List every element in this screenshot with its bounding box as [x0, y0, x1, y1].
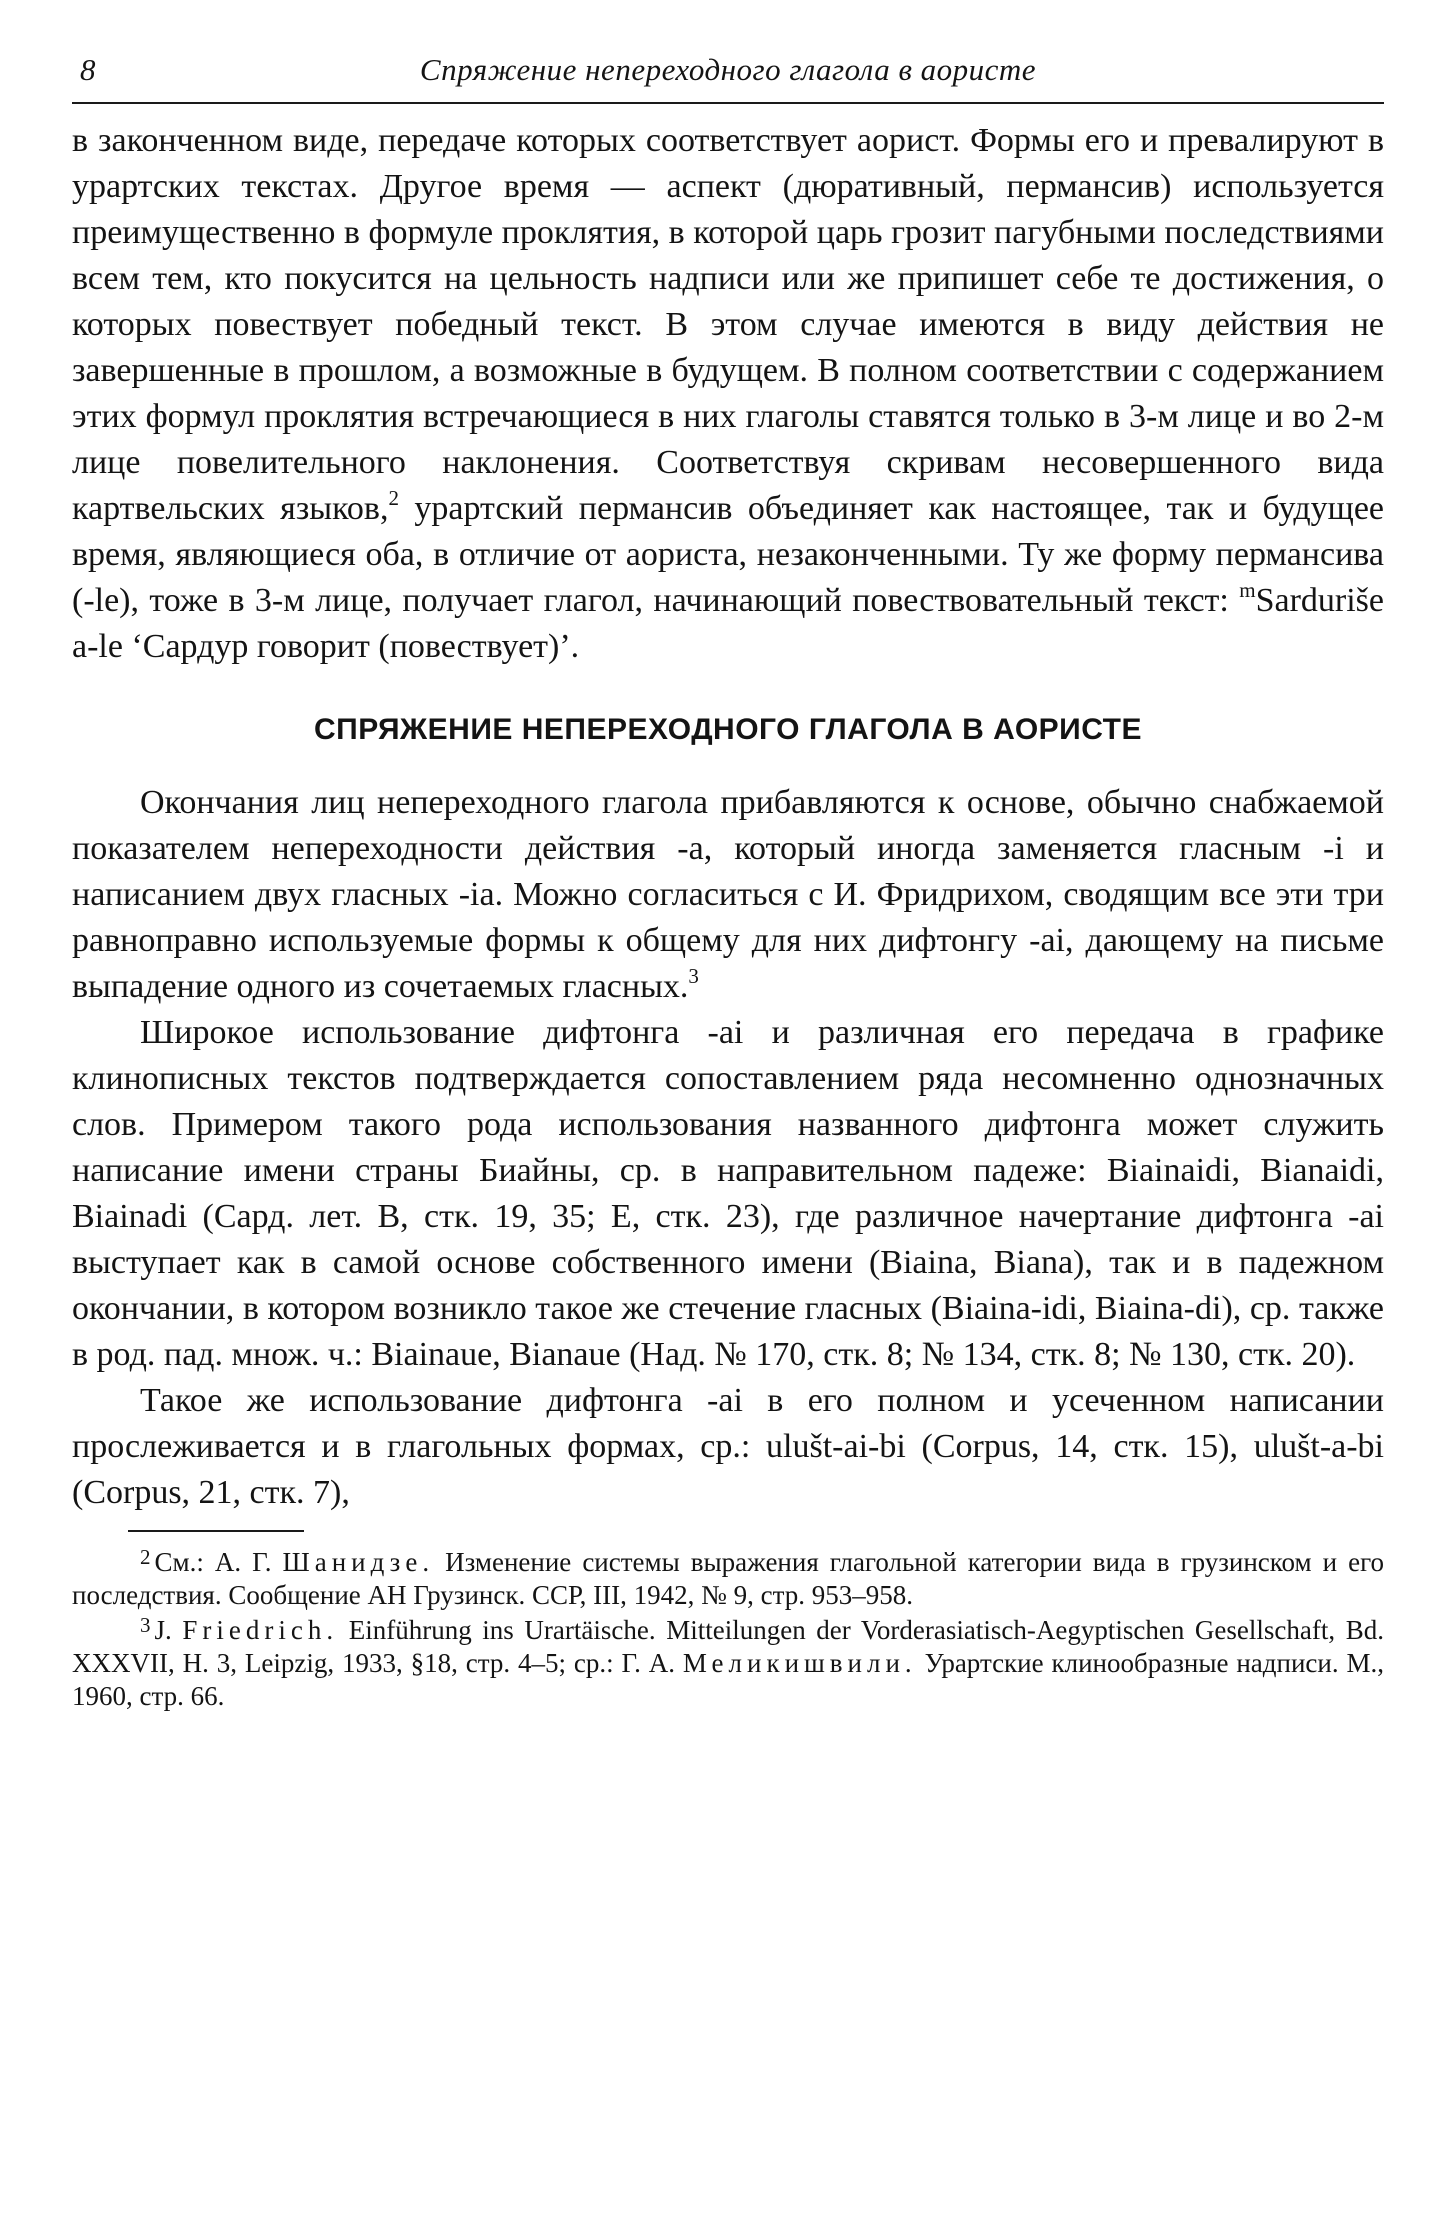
- paragraph-2: [72, 1010, 1384, 1378]
- footnotes: [72, 1546, 1384, 1713]
- footnote-3: [72, 1614, 1384, 1713]
- footnote-text-2: Урартские клинообразные надписи. М., 1960, стр. 66.: [72, 1648, 1384, 1711]
- footnote-lead: См.: А. Г.: [154, 1547, 283, 1577]
- intro-text-3: Sarduriše a-le ‘Сардур говорит (повествует)’.: [72, 582, 1384, 665]
- paragraph-3-text: Такое же использование дифтонга -ai в его полном и усеченном написании прослеживается и в глагольных формах, ср.: ulušt-ai-bi (Corpus, 14, стк. 15), ulušt-a-bi (Corpus, 21, стк. 7),: [72, 1382, 1384, 1511]
- footnote-rule: [128, 1530, 304, 1532]
- paragraph-2-text: Широкое использование дифтонга -ai и различная его передача в графике клинописных текстов подтверждается сопоставлением ряда несомненно однозначных слов. Примером такого рода использования названного дифтонга может служить написание имени страны Биайны, ср. в направительном падеже: Biainaidi, Bianaidi, Biainadi (Сард. лет. В, стк. 19, 35; Е, стк. 23), где различное начертание дифтонга -ai выступает как в самой основе собственного имени (Biaina, Biana), так и в падежном окончании, в котором возникло такое же стечение гласных (Biaina-idi, Biaina-di), ср. также в род. пад. множ. ч.: Biainaue, Bianaue (Над. № 170, стк. 8; № 134, стк. 8; № 130, стк. 20).: [72, 1014, 1384, 1373]
- footnote-text: Изменение системы выражения глагольной категории вида в грузинском и его последствия. Сообщение АН Грузинск. ССР, III, 1942, № 9, стр. 953–958.: [72, 1547, 1384, 1610]
- paragraph-1-text: Окончания лиц непереходного глагола прибавляются к основе, обычно снабжаемой показателем непереходности действия -а, который иногда заменяется гласным -i и написанием двух гласных -ia. Можно согласиться с И. Фридрихом, сводящим все эти три равноправно используемые формы к общему для них дифтонгу -ai, дающему на письме выпадение одного из сочетаемых гласных.: [72, 784, 1384, 1005]
- running-title: Спряжение непереходного глагола в аористе: [419, 52, 1037, 87]
- footnote-ref-2: 2: [388, 486, 399, 510]
- footnote-author: Friedrich.: [182, 1615, 339, 1645]
- footnote-lead: J.: [154, 1615, 183, 1645]
- footnote-author: Шанидзе.: [282, 1547, 435, 1577]
- footnote-2: [72, 1546, 1384, 1612]
- paragraph-1: [72, 780, 1384, 1010]
- section-heading: СПРЯЖЕНИЕ НЕПЕРЕХОДНОГО ГЛАГОЛА В АОРИСТЕ: [314, 713, 1142, 746]
- intro-text-1: в законченном виде, передаче которых соответствует аорист. Формы его и превалируют в урартских текстах. Другое время — аспект (дюративный, пермансив) используется преимущественно в формуле проклятия, в которой царь грозит пагубными последствиями всем тем, кто покусится на цельность надписи или же припишет себе те достижения, о которых повествует победный текст. В этом случае имеются в виду действия не завершенные в прошлом, а возможные в будущем. В полном соответствии с содержанием этих формул проклятия встречающиеся в них глаголы ставятся только в 3-м лице и во 2-м лице повелительного наклонения. Соответствуя скривам несовершенного вида картвельских языков,: [72, 122, 1384, 527]
- footnote-ref-3: 3: [688, 964, 699, 988]
- intro-paragraph: [72, 118, 1384, 670]
- footnote-author-2: Меликишвили.: [682, 1648, 917, 1678]
- page-number: 8: [80, 52, 96, 87]
- page: [72, 44, 1384, 1715]
- body-text: [72, 118, 1384, 1516]
- determinative-m: m: [1239, 578, 1256, 602]
- running-head: [72, 44, 1384, 104]
- paragraph-3: [72, 1378, 1384, 1516]
- footnote-number: 3: [140, 1613, 151, 1637]
- footnote-number: 2: [140, 1545, 151, 1569]
- footnote-text: Einführung ins Urartäische. Mitteilungen der Vorderasiatisch-Aegyptischen Gesellschaft, Bd. XXXVII, H. 3, Leipzig, 1933, §18, стр. 4–5; ср.: Г. А.: [72, 1615, 1384, 1678]
- intro-text-2: урартский пермансив объединяет как настоящее, так и будущее время, являющиеся оба, в отличие от аориста, незаконченными. Ту же форму пермансива (-le), тоже в 3-м лице, получает глагол, начинающий повествовательный текст:: [72, 490, 1384, 619]
